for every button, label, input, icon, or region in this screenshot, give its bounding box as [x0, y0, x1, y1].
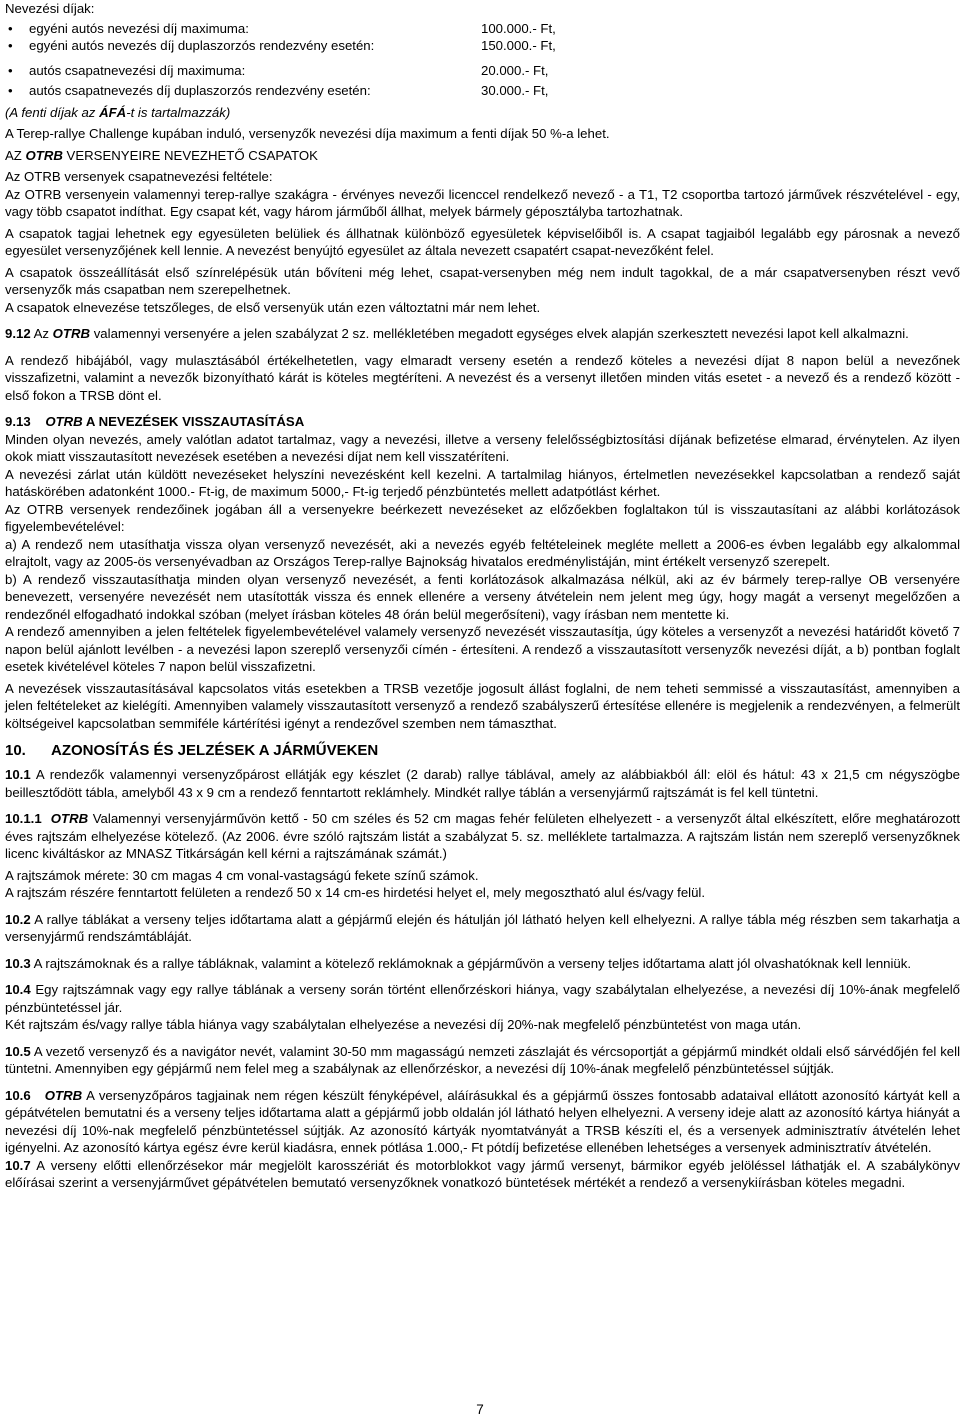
section-text: A verseny előtti ellenőrzésekor már megjelölt karosszériát és motorblokkot vagy jármű versenyt, bármikor egyéb jelöléssel láthatják el. A szabálykönyv előírásai szerint a versenyjárművet gépátvételen bemutató versenyzőknek vonatkozó büntetések mértékét a rendező a versenykiírásban köteles megadni. [5, 1157, 960, 1190]
section-10-1 [5, 766, 960, 801]
otrb-mark: OTRB [44, 1087, 83, 1103]
section-number: 10.7 [5, 1157, 31, 1173]
otrb-mark: OTRB [45, 414, 83, 429]
vat-note [5, 104, 960, 122]
section-text: A rajtszámoknak és a rallye tábláknak, valamint a kötelező reklámoknak a gépjárművön a verseny teljes időtartama alatt jól olvashatóknak kell lenniük. [30, 955, 912, 971]
fee-value: 150.000.- Ft, [481, 38, 556, 53]
section-9-13-paragraph: Az OTRB versenyek rendezőinek jogában áll a versenyekre beérkezett nevezéseket az előzőekben foglaltakon túl is visszautasítani az alábbi korlátozások figyelembevételével: [5, 501, 960, 534]
fee-value: 30.000.- Ft, [481, 83, 549, 98]
section-text: valamennyi versenyére a jelen szabályzat 2 sz. mellékletében megadott egységes elvek alapján szerkesztett nevezési lapot kell alkalmazni. [90, 326, 909, 341]
section-10-heading [5, 740, 960, 762]
section-10-1-1-sizes: A rajtszámok mérete: 30 cm magas 4 cm vonal-vastagságú fekete színű számok. [5, 867, 479, 883]
document-page [5, 0, 960, 1192]
section-9-12-paragraph: A rendező hibájából, vagy mulasztásából értékelhetetlen, vagy elmaradt verseny esetén a rendező köteles a nevezési díjat 8 napon belül a nevezőnek visszafizetni, valamint a nevezők bizonyítható kárát is köteles megtéríteni. A nevezést és a versenyt illetően minden vitás esetet - a nevező és a rendező között - első fokon a TRSB dönt el. [5, 352, 960, 403]
section-text: A versenyzőpáros tagjainak nem régen készült fényképével, aláírásukkal és a gépjármű összes fontosabb adataival ellátott azonosító kártyát kell a gépátvételen bemutatni és a verseny teljes időtartama alatt a gépjármű jobb oldalán jól látható helyen elhelyezni. A verseny ideje alatt az azonosító kártya hiányát a nevezési díj 10%-nak megfelelő pénzbüntetéssel sújtják. Az azonosító kártyák nyomtatványát a TRSB készíti el, és a versenyek adminisztratív átvételén lehet igényelni. Az azonosító kártya egész évre kerül kiadásra, ennek pótlása 1.000,- Ft pótdíj befizetése ellenében lehetséges a versenyek adminisztratív átvételén. [5, 1087, 960, 1155]
fee-value: 100.000.- Ft, [481, 20, 556, 36]
fee-label: autós csapatnevezési díj maximuma: [29, 62, 246, 78]
section-10-2 [5, 911, 960, 946]
otrb-mark: OTRB [50, 811, 89, 826]
section-9-13-heading [5, 413, 960, 431]
section-number: 10.2 [5, 911, 31, 927]
team-heading-text-2: VERSENYEIRE NEVEZHETŐ CSAPATOK [62, 147, 318, 163]
vat-note-bold: ÁFÁ [99, 104, 127, 120]
section-number: 9.13 [5, 414, 31, 429]
section-9-13-paragraph: a) A rendező nem utasíthatja vissza olyan versenyző nevezését, aki a nevezés egyéb feltételeinek megléte mellett a 2006-es évben legalább egy alkalommal elrajtolt, vagy az 2005-ös versenyévadban az Országos Terep-rallye Bajnokság hivatalos eredménylistáján, mint értékelt versenyző szerepelt. [5, 536, 960, 569]
team-paragraph: Az OTRB versenyein valamennyi terep-rallye szakágra - érvényes nevezői licenccel rendelkező nevező - a T1, T2 csoportba tartozó járművek részvételével - egy, vagy több csapatot indíthat. Egy csapat két, vagy három járműből állhat, melyek bármely géposztályba tartozhatnak. [5, 186, 960, 219]
page-number: 7 [476, 1402, 484, 1417]
fee-item [5, 20, 960, 38]
fee-item [5, 82, 960, 100]
fee-item [5, 62, 960, 80]
fees-title: Nevezési díjak: [5, 1, 95, 16]
section-10-5 [5, 1043, 960, 1078]
section-9-13-paragraph: A rendező amennyiben a jelen feltételek figyelembevételével valamely versenyző nevezését visszautasítja, úgy köteles a versenyzőt a nevezési határidőt követő 7 napon belül ajánlott levélben - a nevezési lapon szereplő versenyzői címén - értesíteni. A rendező a visszautasított versenyzők nevezési díját, a b) pontban foglalt esetek kivételével köteles 7 napon belül visszafizetni. [5, 624, 960, 674]
section-text: Egy rajtszámnak vagy egy rallye táblának a verseny során történt ellenőrzéskori hiánya, vagy szabálytalan elhelyezése, a nevezési díj 10%-ának megfelelő pénzbüntetéssel jár. [5, 982, 960, 1015]
section-text: A rallye táblákat a verseny teljes időtartama alatt a gépjármű elején és hátulján jól látható helyen kell elhelyezni. A rallye tábla még részben sem takarhatja a versenyjármű rendszámtábláját. [5, 911, 960, 944]
section-10-1-1-ad: A rajtszám részére fenntartott felületen a rendező 50 x 14 cm-es hirdetési helyet el, mely megosztható alul és/vagy felül. [5, 885, 706, 900]
team-paragraph: Az OTRB versenyek csapatnevezési feltétele: [5, 169, 273, 184]
section-number: 10.6 [5, 1087, 31, 1103]
section-number: 10.1 [5, 767, 31, 782]
challenge-note: A Terep-rallye Challenge kupában induló, versenyzők nevezési díja maximum a fenti díjak 50 %-a lehet. [5, 126, 610, 141]
team-heading-text: AZ [5, 147, 26, 163]
team-heading [5, 147, 960, 165]
fee-item [5, 37, 960, 55]
vat-note-text-2: -t is tartalmazzák) [126, 104, 231, 120]
section-text: A rendezők valamennyi versenyzőpárost ellátják egy készlet (2 darab) rallye táblával, amely az alábbiakból áll: elöl és hátul: 43 x 21,5 cm négyszögbe beillesztődött tábla, amelyből 43 x 9 cm a rendező fenntartott reklámhely. Mindkét rallye táblán a versenyjármű rajtszámát is fel kell tüntetni. [5, 767, 960, 800]
section-text: Az [30, 326, 53, 341]
section-text: A vezető versenyző és a navigátor nevét, valamint 30-50 mm magasságú nemzeti zászlaját és vércsoportját a gépjármű mindkét oldali első sárvédőjén fel kell tüntetni. Amennyiben egy gépjármű nem felel meg a szabálynak az ellenőrzéskor, a nevezési díj 10%-ának megfelelő pénzbüntetéssel sújtják. [5, 1043, 960, 1076]
fee-label: egyéni autós nevezés díj duplaszorzós rendezvény esetén: [29, 38, 375, 53]
fee-value: 20.000.- Ft, [481, 62, 549, 78]
section-10-4-b: Két rajtszám és/vagy rallye tábla hiánya vagy szabálytalan elhelyezése a nevezési díj 20%-nak megfelelő pénzbüntetést von maga után. [5, 1017, 802, 1032]
section-10-6 [5, 1087, 960, 1157]
otrb-mark: OTRB [52, 326, 91, 341]
section-number: 10.1.1 [5, 811, 42, 826]
section-number: 10.4 [5, 982, 31, 997]
section-10-1-1 [5, 810, 960, 863]
section-title: AZONOSÍTÁS ÉS JELZÉSEK A JÁRMŰVEKEN [51, 742, 379, 759]
section-9-13-paragraph: b) A rendező visszautasíthatja minden olyan versenyző nevezését, a fenti korlátozások alkalmazása nélkül, aki az év bármely terep-rallye OB versenyére benevezett, versenyére nevezését nem utasították vissza és ennek ellenére a verseny átvételein nem jelent meg úgy, hogy magát a versenyt megelőzően a rendezőnél elfogadható indokkal szóban (melyet írásban köteles 48 órán belül megerősíteni), vagy írásban nem mentette ki. [5, 571, 960, 622]
section-title: A NEVEZÉSEK VISSZAUTASÍTÁSA [82, 414, 305, 429]
team-paragraph: A csapatok elnevezése tetszőleges, de első versenyük után ezen változtatni már nem lehet. [5, 299, 541, 315]
section-9-13-paragraph: Minden olyan nevezés, amely valótlan adatot tartalmaz, vagy a nevezési, illetve a verseny felelősségbiztosítási díjának befizetése elmarad, érvénytelen. Az ilyen okok miatt visszautasított nevezések esetében a nevezési díjat nem kell visszatéríteni. [5, 431, 960, 464]
section-number: 9.12 [5, 326, 31, 341]
section-10-7 [5, 1157, 960, 1192]
otrb-mark: OTRB [25, 147, 63, 163]
section-9-12 [5, 325, 960, 343]
team-paragraph: A csapatok tagjai lehetnek egy egyesületen belüliek és állhatnak különböző egyesületek képviselőiből is. A csapat tagjaiból legalább egy párosnak a nevező egyesület versenyzőjének kell lennie. A nevezést benyújtó egyesület az általa nevezett csapatért csapat-nevezőként felel. [5, 225, 960, 258]
section-10-4 [5, 981, 960, 1016]
section-number: 10. [5, 742, 26, 759]
team-paragraph: A csapatok összeállítását első színrelépésük után bővíteni még lehet, csapat-versenyben még nem indult tagokkal, de a már csapatversenyben részt vevő versenyzők más csapatban nem szerepelhetnek. [5, 264, 960, 297]
section-number: 10.5 [5, 1043, 31, 1059]
fee-list [5, 20, 960, 100]
fee-label: egyéni autós nevezési díj maximuma: [29, 20, 249, 36]
section-9-13-paragraph: A nevezések visszautasításával kapcsolatos vitás esetekben a TRSB vezetője jogosult állást foglalni, de nem teheti semmissé a visszautasítást, amennyiben a jelen feltételeket az kielégíti. Amennyiben valamely visszautasított versenyző a rendező szabályszerű értesítése ellenére is megjelenik a rendezvényen, a felmerült költségeivel kapcsolatban semmiféle kártérítési igényt a rendezővel szemben nem támaszthat. [5, 680, 960, 731]
fee-label: autós csapatnevezés díj duplaszorzós rendezvény esetén: [29, 83, 371, 98]
section-number: 10.3 [5, 955, 31, 971]
section-text: Valamennyi versenyjárművön kettő - 50 cm széles és 52 cm magas fehér felületen elhelyezett - a versenyzőt által elkészített, előre meghatározott éves rajtszám elhelyezése kötelező. (Az 2006. évre szóló rajtszám listát a szabályzat 5. sz. melléklete tartalmazza. A rajtszám listán nem szereplő versenyzőknek licenc kiváltáskor az MNASZ Titkárságán kell kérni a rajtszámának számát.) [5, 811, 960, 861]
vat-note-text: (A fenti díjak az [5, 104, 100, 120]
section-10-3 [5, 955, 960, 973]
section-9-13-paragraph: A nevezési zárlat után küldött nevezéseket helyszíni nevezésként kell kezelni. A tartalmilag hiányos, értelmetlen nevezésekkel kapcsolatban a rendező saját hatáskörében adatonként 1000.- Ft-ig, de maximum 5000,- Ft-ig terjedő pénzbüntetés mellett adatpótlást kérhet. [5, 466, 960, 499]
